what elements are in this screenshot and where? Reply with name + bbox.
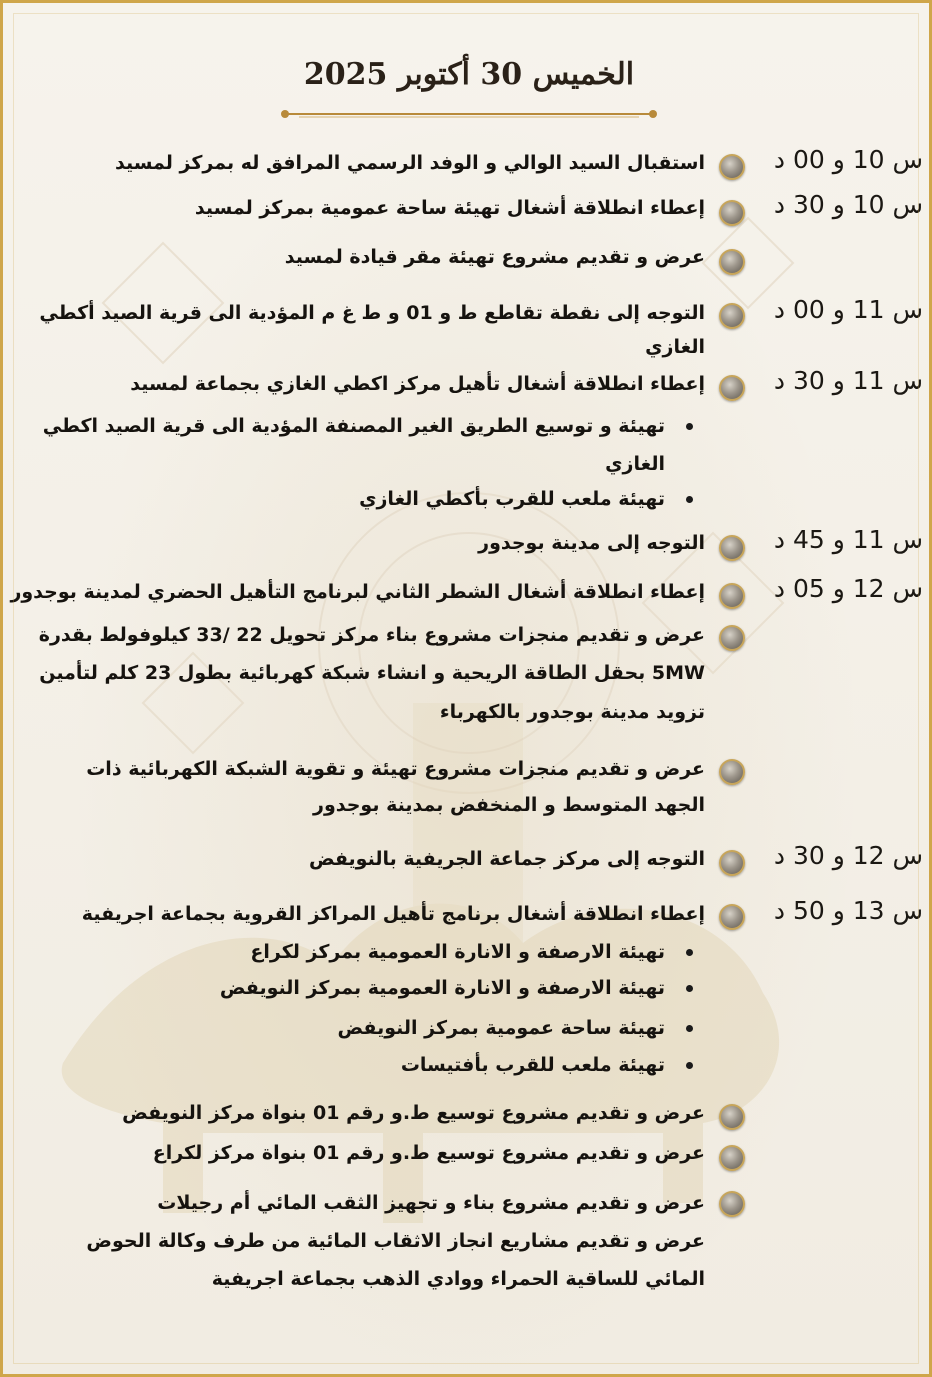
sub-item-text: تهيئة الارصفة و الانارة العمومية بمركز النويفض: [219, 977, 665, 999]
item-text: عرض و تقديم مشروع تهيئة مقر قيادة لمسيد: [284, 246, 705, 268]
bullet-dot-icon: [686, 1025, 693, 1032]
title-underline-ornament: [279, 107, 659, 121]
bullet-icon: [719, 249, 745, 275]
bullet-dot-icon: [686, 496, 693, 503]
item-text-line: الجهد المتوسط و المنخفض بمدينة بوجدور: [313, 794, 705, 816]
bullet-icon: [719, 1145, 745, 1171]
item-text: عرض و تقديم مشروع توسيع ط.و رقم 01 بنواة مركز لكراع: [152, 1142, 705, 1164]
bullet-icon: [719, 535, 745, 561]
item-time: س 12 و 30 د: [773, 841, 923, 870]
item-text: استقبال السيد الوالي و الوفد الرسمي المرافق له بمركز لمسيد: [114, 152, 705, 174]
sub-item-text-line: تهيئة ملعب للقرب بأكطي الغازي: [359, 488, 665, 510]
item-text-line: عرض و تقديم مشروع بناء و تجهيز الثقب المائي أم رجيلات: [157, 1192, 705, 1214]
item-text-line: 5MW بحقل الطاقة الريحية و انشاء شبكة كهربائية بطول 23 كلم لتأمين: [39, 662, 705, 684]
bullet-icon: [719, 303, 745, 329]
bullet-icon: [719, 375, 745, 401]
bullet-icon: [719, 1104, 745, 1130]
bullet-icon: [719, 154, 745, 180]
item-text: إعطاء انطلاقة أشغال تأهيل مركز اكطي الغازي بجماعة لمسيد: [130, 373, 705, 395]
item-text: التوجه إلى مدينة بوجدور: [478, 532, 705, 554]
item-text-line: التوجه إلى نقطة تقاطع ط و 01 و ط غ م المؤدية الى قرية الصيد أكطي: [39, 302, 705, 324]
item-text-line: عرض و تقديم مشاريع انجاز الاثقاب المائية من طرف وكالة الحوض: [86, 1230, 705, 1252]
sub-item-text-line: تهيئة و توسيع الطريق الغير المصنفة المؤدية الى قرية الصيد اكطي: [42, 415, 665, 437]
bullet-dot-icon: [686, 949, 693, 956]
bullet-dot-icon: [686, 985, 693, 992]
item-time: س 12 و 05 د: [773, 574, 923, 603]
bullet-icon: [719, 850, 745, 876]
item-text: إعطاء انطلاقة أشغال برنامج تأهيل المراكز القروية بجماعة اجريفية: [81, 903, 705, 925]
item-text-line: تزويد مدينة بوجدور بالكهرباء: [439, 701, 705, 723]
bullet-icon: [719, 1191, 745, 1217]
sub-item-text-line: الغازي: [605, 453, 665, 475]
bullet-dot-icon: [686, 1062, 693, 1069]
sub-item-text: تهيئة ساحة عمومية بمركز النويفض: [337, 1017, 665, 1039]
bullet-icon: [719, 583, 745, 609]
item-text: إعطاء انطلاقة أشغال تهيئة ساحة عمومية بمركز لمسيد: [194, 197, 705, 219]
bullet-icon: [719, 759, 745, 785]
item-text-line: المائي للساقية الحمراء ووادي الذهب بجماعة اجريفية: [211, 1268, 705, 1290]
item-time: س 10 و 00 د: [773, 145, 923, 174]
item-text: التوجه إلى مركز جماعة الجريفية بالنويفض: [308, 848, 705, 870]
item-time: س 13 و 50 د: [773, 896, 923, 925]
item-text-line: الغازي: [645, 336, 705, 358]
sub-item-text: تهيئة ملعب للقرب بأفتيسات: [400, 1054, 665, 1076]
item-time: س 10 و 30 د: [773, 190, 923, 219]
item-time: س 11 و 00 د: [773, 295, 923, 324]
item-text: إعطاء انطلاقة أشغال الشطر الثاني لبرنامج التأهيل الحضري لمدينة بوجدور: [10, 581, 705, 603]
bullet-icon: [719, 904, 745, 930]
bullet-dot-icon: [686, 423, 693, 430]
item-time: س 11 و 30 د: [773, 366, 923, 395]
item-time: س 11 و 45 د: [773, 525, 923, 554]
item-text-line: عرض و تقديم منجزات مشروع تهيئة و تقوية الشبكة الكهربائية ذات: [86, 758, 705, 780]
bullet-icon: [719, 625, 745, 651]
item-text: عرض و تقديم مشروع توسيع ط.و رقم 01 بنواة مركز النويفض: [122, 1102, 705, 1124]
page-title: الخميس 30 أكتوبر 2025: [303, 57, 635, 92]
bullet-icon: [719, 200, 745, 226]
sub-item-text: تهيئة الارصفة و الانارة العمومية بمركز لكراع: [250, 941, 665, 963]
item-text-line: عرض و تقديم منجزات مشروع بناء مركز تحويل 22 /33 كيلوفولط بقدرة: [38, 624, 705, 646]
